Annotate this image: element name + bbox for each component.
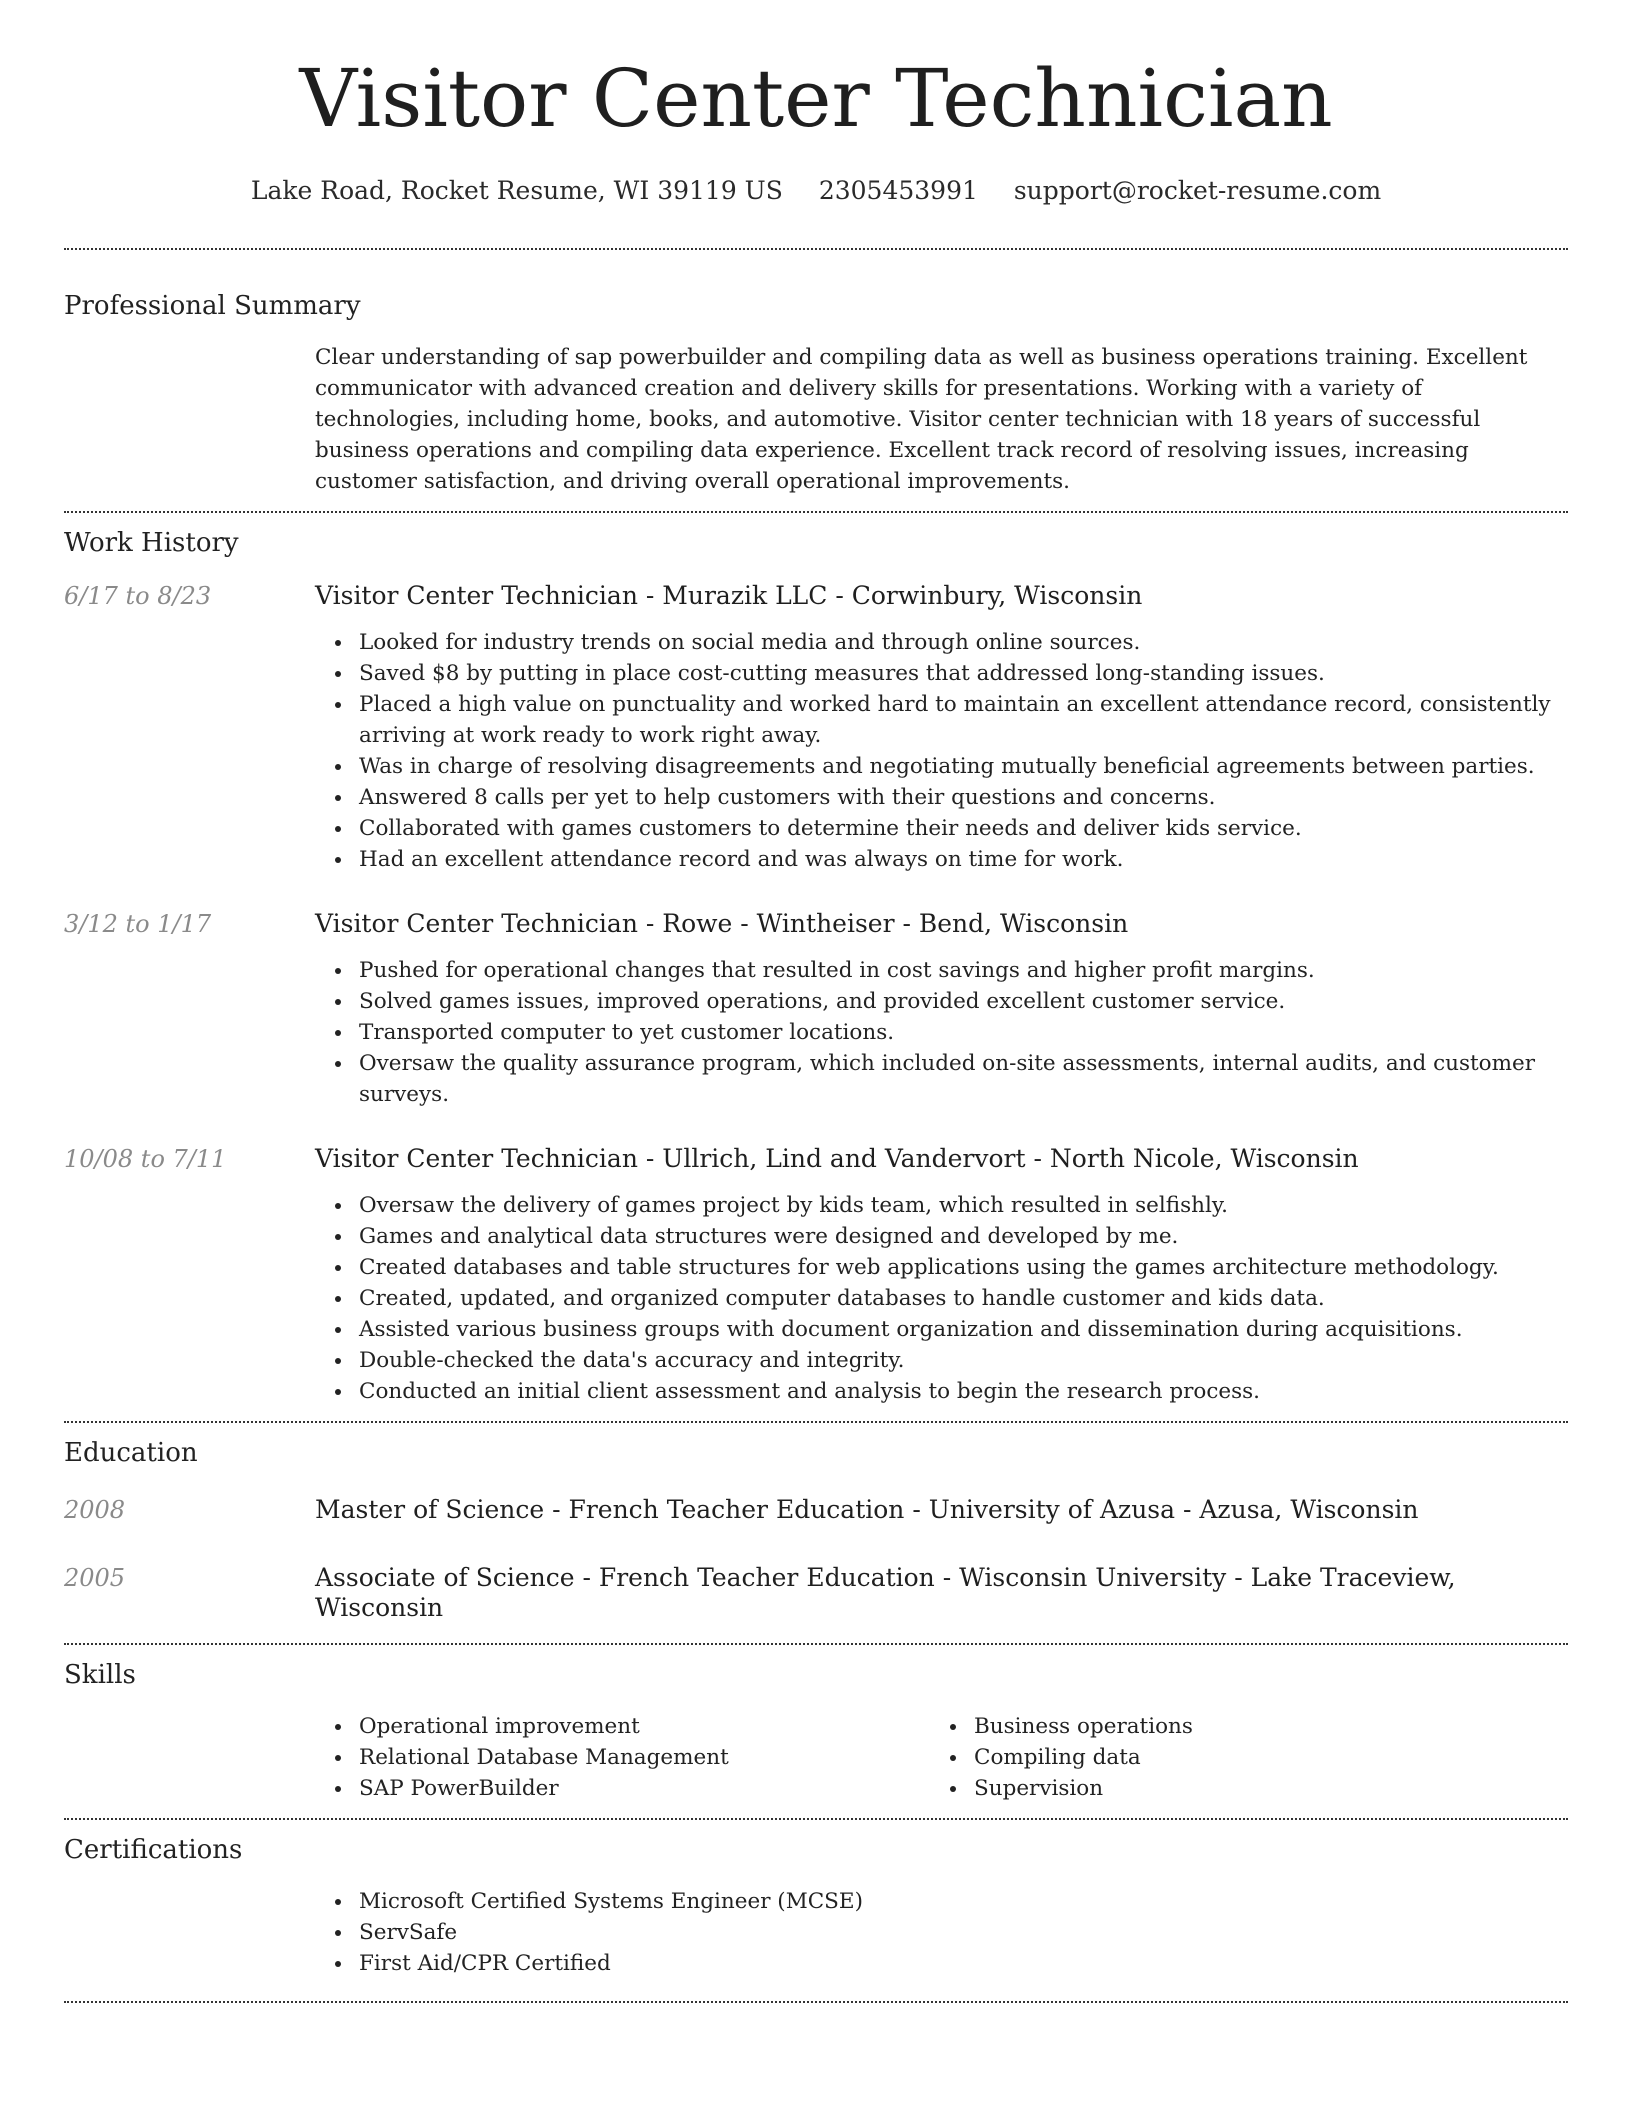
job-bullet: Created, updated, and organized computer databases to handle customer and kids data. (315, 1283, 1567, 1314)
summary-text: Clear understanding of sap powerbuilder and compiling data as well as business operations training. Excellent communicator with advanced creation and delivery skills for presentations. Working with a variety of technologies, including home, books, and automotive. Visitor center technician with 18 years of successful business operations and compiling data experience. Excellent track record of resolving issues, increasing customer satisfaction, and driving overall operational improvements. (315, 345, 1528, 494)
job-entry (64, 1144, 1568, 1407)
skills-list (315, 1711, 1567, 1804)
job-bullet: Transported computer to yet customer locations. (315, 1017, 1567, 1048)
job-bullet: Games and analytical data structures were designed and developed by me. (315, 1221, 1567, 1252)
job-bullet: Solved games issues, improved operations, and provided excellent customer service. (315, 986, 1567, 1017)
certification-item: First Aid/CPR Certified (315, 1948, 1567, 1979)
section-title-work-history: Work History (64, 528, 239, 558)
certification-item: ServSafe (315, 1917, 1567, 1948)
job-bullet: Was in charge of resolving disagreements and negotiating mutually beneficial agreements between parties. (315, 751, 1567, 782)
job-bullet: Placed a high value on punctuality and worked hard to maintain an excellent attendance record, consistently arriving at work ready to work right away. (315, 689, 1567, 751)
job-dates: 10/08 to 7/11 (64, 1145, 227, 1173)
skills-section (0, 1645, 1568, 1804)
summary-section (0, 250, 1568, 497)
job-entry (64, 909, 1568, 1110)
skill-item: Compiling data (930, 1742, 1545, 1773)
job-bullet: Looked for industry trends on social media and through online sources. (315, 627, 1567, 658)
section-title-certifications: Certifications (64, 1835, 243, 1865)
certifications-section (0, 1820, 1568, 1979)
job-dates: 3/12 to 1/17 (64, 910, 212, 938)
section-title-skills: Skills (64, 1660, 136, 1690)
work-history-section (0, 513, 1568, 1407)
divider (64, 2001, 1568, 2003)
job-dates: 6/17 to 8/23 (64, 582, 212, 610)
section-title-summary: Professional Summary (64, 291, 361, 321)
education-year: 2008 (64, 1496, 126, 1524)
section-title-education: Education (64, 1438, 198, 1468)
job-bullet: Created databases and table structures for web applications using the games architecture methodology. (315, 1252, 1567, 1283)
resume-header (0, 0, 1632, 208)
education-section (0, 1423, 1568, 1623)
education-entry (64, 1563, 1568, 1623)
skill-item: SAP PowerBuilder (315, 1773, 930, 1804)
certification-item: Microsoft Certified Systems Engineer (MCSE) (315, 1886, 1567, 1917)
job-entry (64, 581, 1568, 875)
job-bullet: Oversaw the quality assurance program, which included on-site assessments, internal audits, and customer surveys. (315, 1048, 1567, 1110)
education-heading: Associate of Science - French Teacher Education - Wisconsin University - Lake Traceview, Wisconsin (315, 1563, 1456, 1622)
job-bullet: Conducted an initial client assessment and analysis to begin the research process. (315, 1376, 1567, 1407)
education-heading: Master of Science - French Teacher Education - University of Azusa - Azusa, Wisconsin (315, 1495, 1419, 1524)
skill-item: Business operations (930, 1711, 1545, 1742)
contact-address: Lake Road, Rocket Resume, WI 39119 US (250, 176, 783, 205)
skill-item: Relational Database Management (315, 1742, 930, 1773)
candidate-name: Visitor Center Technician (299, 52, 1333, 145)
contact-email: support@rocket-resume.com (1013, 176, 1382, 205)
job-bullet: Oversaw the delivery of games project by kids team, which resulted in selfishly. (315, 1190, 1567, 1221)
job-bullet: Pushed for operational changes that resulted in cost savings and higher profit margins. (315, 955, 1567, 986)
education-year: 2005 (64, 1564, 126, 1592)
education-entry (64, 1495, 1568, 1525)
skill-item: Operational improvement (315, 1711, 930, 1742)
job-bullet: Had an excellent attendance record and was always on time for work. (315, 844, 1567, 875)
job-bullet: Saved $8 by putting in place cost-cutting measures that addressed long-standing issues. (315, 658, 1567, 689)
contact-line (0, 174, 1632, 208)
skill-item: Supervision (930, 1773, 1545, 1804)
job-bullet: Assisted various business groups with document organization and dissemination during acquisitions. (315, 1314, 1567, 1345)
job-bullet: Collaborated with games customers to determine their needs and deliver kids service. (315, 813, 1567, 844)
job-heading: Visitor Center Technician - Rowe - Wintheiser - Bend, Wisconsin (315, 909, 1129, 938)
contact-phone: 2305453991 (818, 176, 978, 205)
certifications-list (315, 1886, 1567, 1979)
job-heading: Visitor Center Technician - Murazik LLC - Corwinbury, Wisconsin (315, 581, 1143, 610)
job-bullet: Double-checked the data's accuracy and integrity. (315, 1345, 1567, 1376)
job-bullet: Answered 8 calls per yet to help customers with their questions and concerns. (315, 782, 1567, 813)
job-heading: Visitor Center Technician - Ullrich, Lind and Vandervort - North Nicole, Wisconsin (315, 1144, 1359, 1173)
